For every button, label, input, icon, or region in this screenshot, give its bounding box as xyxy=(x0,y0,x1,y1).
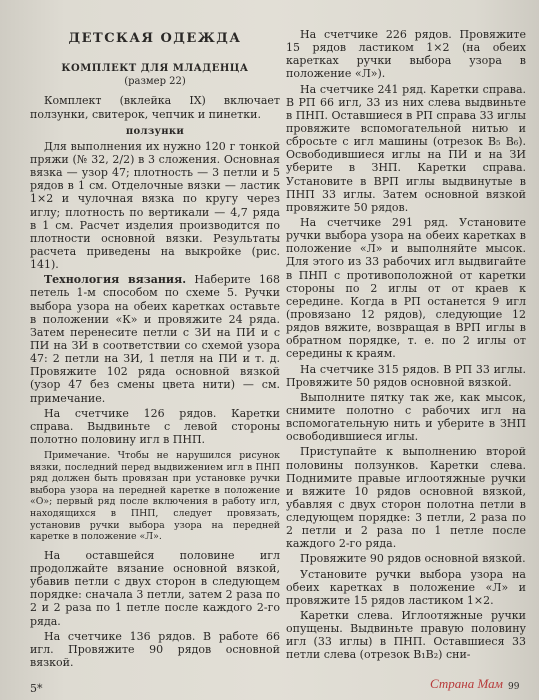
chapter-title: ДЕТСКАЯ ОДЕЖДА xyxy=(68,31,242,46)
materials-paragraph: Для выполнения их нужно 120 г тонкой пряжи (№ 32, 2/2) в 3 сложения. Основная вязка — узор 47; плотность — 3 петли и 5 рядов в 1 см. Отделочные вязки — ластик 1×2 и чулочная вязка по кругу через иглу; плотность по вертикали — 4,7 ряда в 1 см. Расчет изделия производится по плотности основной вязки. Результаты расчета приведены на выкройке (рис. 141). xyxy=(30,139,280,272)
remaining-paragraph: На оставшейся половине игл продолжайте вязание основной вязкой, убавив петли с двух сторон в следующем порядке: сначала 3 петли, затем 2 раза по 2 и 2 раза по 1 петле после каждого 2-го ряда. xyxy=(30,548,280,628)
right-paragraph-2: На счетчике 241 ряд. Каретки справа. В РП 66 игл, 33 из них слева выдвиньте в ПНП. Оставшиеся в РП справа 33 иглы провяжите вспомогательной нитью и сбросьте с игл машины (отрезок B₅ B₆). Освободившиеся иглы на ПИ и на ЗИ уберите в ЗНП. Каретки справа. Установите в ВРП иглы выдвинутые в ПНП 33 иглы. Затем основной вязкой провяжите 50 рядов. xyxy=(286,82,526,214)
intro-paragraph: Комплект (вклейка IX) включает ползунки, свитерок, чепчик и пинетки. xyxy=(30,94,280,121)
right-column xyxy=(286,28,526,664)
right-paragraph-4: На счетчике 315 рядов. В РП 33 иглы. Провяжите 50 рядов основной вязкой. xyxy=(286,362,526,389)
right-paragraph-7: Провяжите 90 рядов основной вязкой. xyxy=(300,552,526,566)
kit-subtitle: (размер 22) xyxy=(124,76,186,88)
kit-title: КОМПЛЕКТ ДЛЯ МЛАДЕНЦА xyxy=(61,63,249,75)
counter-126-paragraph: На счетчике 126 рядов. Каретки справа. Выдвиньте с левой стороны полотно половину игл в ПНП. xyxy=(30,406,280,446)
technology-paragraph xyxy=(30,273,280,404)
signature-mark: 5* xyxy=(30,682,43,695)
note-paragraph xyxy=(30,450,280,543)
right-paragraph-1: На счетчике 226 рядов. Провяжите 15 рядов ластиком 1×2 (на обеих каретках ручки выбора узора в положение «Л»). xyxy=(286,28,526,81)
note-label: Примечание. xyxy=(44,450,111,462)
note-text: Чтобы не нарушился рисунок вязки, последний перед выдвижением игл в ПНП ряд должен быть провязан при установке ручки выбора узора на передней каретке в положение «О»; первый ряд после включения в работу игл, находящихся в ПНП, следует провязать, установив ручки выбора узора на передней каретке в положение «Л». xyxy=(30,450,280,543)
left-column xyxy=(30,28,280,671)
page-number: 99 xyxy=(508,682,520,692)
right-paragraph-8: Установите ручки выбора узора на обеих каретках в положение «Л» и провяжите 15 рядов ластиком 1×2. xyxy=(286,567,526,607)
section-title: ползунки xyxy=(125,125,185,137)
technology-text: Наберите 168 петель 1-м способом по схеме 5. Ручки выбора узора на обеих каретках оставьте в положении «К» и провяжите 24 ряда. Затем перенесите петли с ЗИ на ПИ и с ПИ на ЗИ в соответствии со схемой узора 47: 2 петли на ЗИ, 1 петля на ПИ и т. д. Провяжите 102 ряда основной вязкой (узор 47 без смены цвета нити) — см. примечание. xyxy=(30,273,280,405)
watermark-logo: Страна Мам xyxy=(430,676,503,691)
right-paragraph-5: Выполните пятку так же, как мысок, снимите полотно с рабочих игл на вспомогательную нить и уберите в ЗНП освободившиеся иглы. xyxy=(286,390,526,444)
right-paragraph-6: Приступайте к выполнению второй половины ползунков. Каретки слева. Поднимите правые иглоотяжные ручки и вяжите 10 рядов основной вязкой, убавляя с двух сторон полотна петли в следующем порядке: 3 петли, 2 раза по 2 петли и 2 раза по 1 петле после каждого 2-го ряда. xyxy=(286,445,526,551)
right-paragraph-9: Каретки слева. Иглоотяжные ручки опущены. Выдвиньте правую половину игл (33 иглы) в ПНП. Оставшиеся 33 петли слева (отрезок B₁B₂) сни- xyxy=(286,609,526,662)
right-paragraph-3: На счетчике 291 ряд. Установите ручки выбора узора на обеих каретках в положение «Л» и выполняйте мысок. Для этого из 33 рабочих игл выдвигайте в ПНП с противоположной от каретки стороны по 2 иглы от от краев к середине. Когда в РП останется 9 игл (провязано 12 рядов), следующие 12 рядов вяжите, возвращая в ВРП иглы в обратном порядке, т. е. по 2 иглы от середины к краям. xyxy=(286,215,526,361)
technology-label: Технология вязания. xyxy=(44,273,187,287)
counter-136-paragraph: На счетчике 136 рядов. В работе 66 игл. Провяжите 90 рядов основной вязкой. xyxy=(30,629,280,669)
